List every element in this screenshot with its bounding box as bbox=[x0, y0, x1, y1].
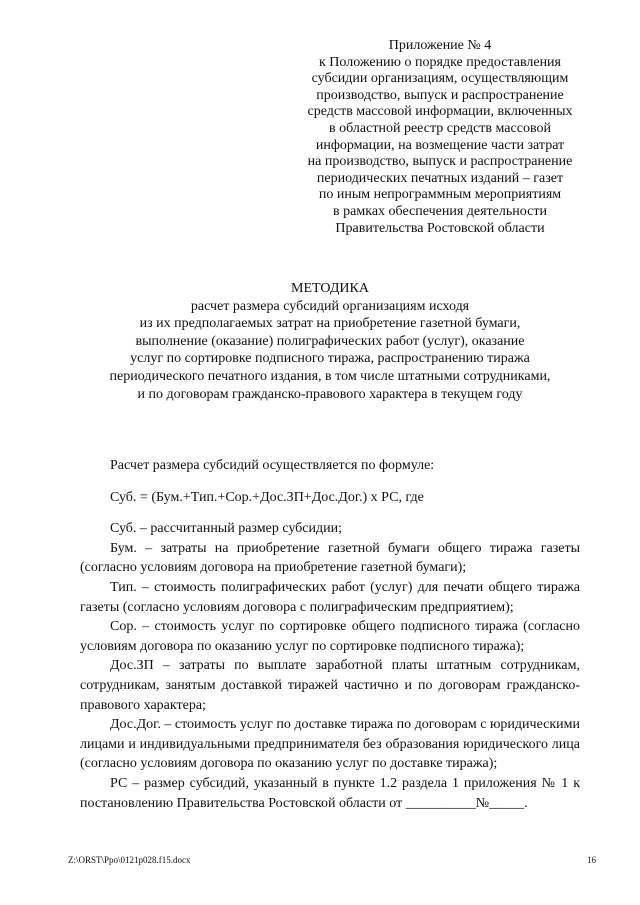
appendix-line: на производство, выпуск и распространение bbox=[307, 154, 573, 170]
definition-item: Дос.ЗП – затраты по выплате заработной платы штатным сотрудникам, сотрудникам, занятым доставкой тиражей частично и по договорам гражданско-правового характера; bbox=[80, 658, 580, 713]
appendix-line: средств массовой информации, включенных bbox=[307, 104, 573, 120]
title-line: услуг по сортировке подписного тиража, распространению тиража bbox=[130, 351, 530, 367]
document-heading: МЕТОДИКА bbox=[291, 281, 369, 296]
appendix-line: по иным непрограммным мероприятиям bbox=[318, 187, 562, 203]
title-line: периодического печатного издания, в том числе штатными сотрудниками, bbox=[109, 368, 551, 384]
definition-item: Бум. – затраты на приобретение газетной бумаги общего тиража газеты (согласно условиям договора на приобретение газетной бумаги); bbox=[80, 540, 580, 576]
title-line: и по договорам гражданско-правового характера в текущем году bbox=[137, 386, 523, 402]
appendix-line: субсидии организациям, осуществляющим bbox=[311, 71, 569, 87]
methodology-title-block bbox=[80, 280, 580, 403]
appendix-line: в областной реестр средств массовой bbox=[329, 120, 551, 136]
document-body bbox=[80, 456, 580, 813]
appendix-line: к Положению о порядке предоставления bbox=[319, 54, 561, 70]
page-number: 16 bbox=[587, 855, 596, 865]
intro-paragraph: Расчет размера субсидий осуществляется по формуле: bbox=[110, 458, 435, 473]
definitions-list bbox=[80, 519, 580, 813]
appendix-line: производство, выпуск и распространение bbox=[316, 87, 564, 103]
definition-item: Дос.Дог. – стоимость услуг по доставке тиража по договорам с юридическими лицами и индивидуальными предпринимателя без образования юридического лица (согласно условиям договора по оказанию услуг по доставке тиража); bbox=[80, 717, 580, 772]
appendix-header bbox=[290, 38, 590, 237]
definition-item: РС – размер субсидий, указанный в пункте 1.2 раздела 1 приложения № 1 к постановлению Правительства Ростовской области от __________№_____. bbox=[80, 775, 580, 811]
definition-item: Сор. – стоимость услуг по сортировке общего подписного тиража (согласно условиям договора по оказанию услуг по сортировке подписного тиража); bbox=[80, 619, 580, 654]
definition-item: Суб. – рассчитанный размер субсидии; bbox=[110, 521, 342, 537]
title-line: выполнение (оказание) полиграфических работ (услуг), оказание bbox=[135, 333, 525, 349]
definition-item: Тип. – стоимость полиграфических работ (услуг) для печати общего тиража газеты (согласно условиям договора с полиграфическим предприятием); bbox=[80, 579, 580, 615]
file-path: Z:\ORST\Ppo\0121p028.f15.docx bbox=[68, 855, 191, 865]
formula-paragraph: Суб. = (Бум.+Тип.+Сор.+Дос.ЗП+Дос.Дог.) х РС, где bbox=[110, 489, 424, 505]
title-line: из их предполагаемых затрат на приобретение газетной бумаги, bbox=[139, 316, 521, 332]
appendix-line: в рамках обеспечения деятельности bbox=[333, 203, 547, 219]
appendix-line: периодических печатных изданий – газет bbox=[316, 170, 564, 186]
appendix-line: информации, на возмещение части затрат bbox=[315, 137, 565, 153]
title-line: расчет размера субсидий организациям исходя bbox=[190, 298, 470, 314]
appendix-line: Приложение № 4 bbox=[388, 38, 492, 53]
appendix-line: Правительства Ростовской области bbox=[335, 220, 545, 236]
